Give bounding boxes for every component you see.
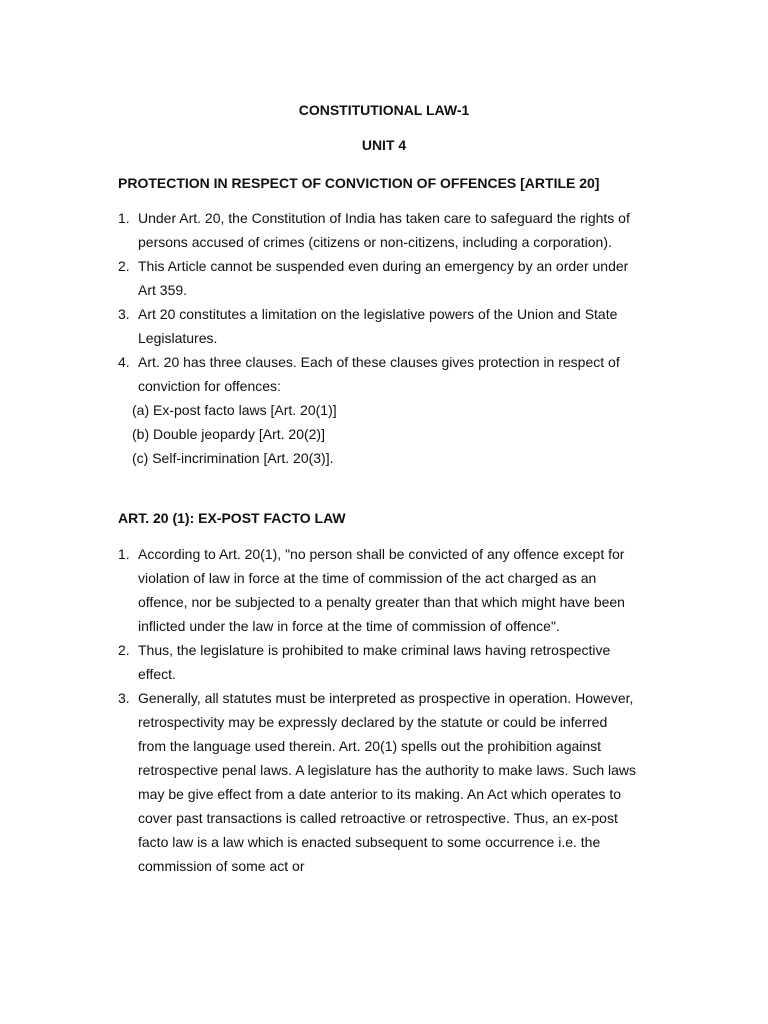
list-item: [118, 542, 638, 638]
sub-list-item: (c) Self-incrimination [Art. 20(3)].: [132, 450, 334, 466]
list-item: [118, 638, 638, 686]
list-number: 4.: [118, 354, 130, 370]
list-item-text: According to Art. 20(1), "no person shall be convicted of any offence except for violation of law in force at the time of commission of the act charged as an offence, nor be subjected to a penalty greater than that which might have been inflicted under the law in force at the time of commission of offence".: [138, 546, 625, 634]
sub-list-item: (b) Double jeopardy [Art. 20(2)]: [132, 426, 325, 442]
list-item-text: Under Art. 20, the Constitution of India has taken care to safeguard the rights of persons accused of crimes (citizens or non-citizens, including a corporation).: [138, 210, 630, 250]
list-item-text: This Article cannot be suspended even during an emergency by an order under Art 359.: [138, 258, 629, 298]
list-number: 2.: [118, 642, 130, 658]
list-item: [118, 686, 638, 878]
list-number: 3.: [118, 690, 130, 706]
list-item-text: Art. 20 has three clauses. Each of these clauses gives protection in respect of conviction for offences:: [138, 354, 620, 394]
list-item: [118, 254, 638, 302]
clauses-sublist: [132, 398, 638, 470]
list-number: 1.: [118, 546, 130, 562]
list-number: 1.: [118, 210, 130, 226]
list-item-text: Thus, the legislature is prohibited to make criminal laws having retrospective effect.: [138, 642, 611, 682]
list-number: 2.: [118, 258, 130, 274]
unit-title: UNIT 4: [361, 137, 407, 153]
list-item-text: Generally, all statutes must be interpreted as prospective in operation. However, retrospectivity may be expressly declared by the statute or could be inferred from the language used therein. Art. 20(1) spells out the prohibition against retrospective penal laws. A legislature has the authority to make laws. Such laws may be give effect from a date anterior to its making. An Act which operates to cover past transactions is called retroactive or retrospective. Thus, an ex-post facto law is a law which is enacted subsequent to some occurrence i.e. the commission of some act or: [138, 690, 637, 874]
list-number: 3.: [118, 306, 130, 322]
section-heading-article-20: PROTECTION IN RESPECT OF CONVICTION OF OFFENCES [ARTILE 20]: [118, 175, 600, 191]
list-item: [118, 302, 638, 350]
sub-list-item: (a) Ex-post facto laws [Art. 20(1)]: [132, 402, 337, 418]
article-20-points-list: [118, 206, 638, 470]
list-item: [118, 350, 638, 470]
list-item: [118, 206, 638, 254]
section-heading-ex-post-facto: ART. 20 (1): EX-POST FACTO LAW: [118, 510, 346, 526]
list-item-text: Art 20 constitutes a limitation on the legislative powers of the Union and State Legislatures.: [138, 306, 618, 346]
ex-post-facto-points-list: [118, 542, 638, 878]
document-title: CONSTITUTIONAL LAW-1: [298, 102, 470, 118]
